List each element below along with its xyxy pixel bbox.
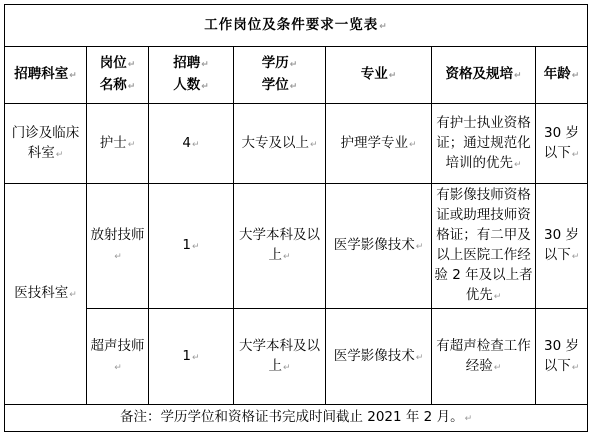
qual-text: 有护士执业资格证；通过规范化培训的优先 xyxy=(436,114,531,171)
cell-qual xyxy=(432,309,536,405)
header-count-line2: 人数 xyxy=(173,77,201,93)
cell-edu xyxy=(234,309,326,405)
table-title-text: 工作岗位及条件要求一览表 xyxy=(204,16,379,33)
dept-text: 医技科室 xyxy=(14,285,69,301)
note-row xyxy=(5,405,588,432)
paragraph-mark: ↵ xyxy=(192,242,200,252)
header-edu xyxy=(234,47,326,104)
header-post-line1: 岗位 xyxy=(99,55,127,71)
paragraph-mark: ↵ xyxy=(513,159,522,170)
edu-text: 大学本科及以上 xyxy=(239,227,320,263)
cell-major xyxy=(326,104,432,184)
header-count-line1: 招聘 xyxy=(173,55,201,71)
paragraph-mark: ↵ xyxy=(114,252,122,262)
paragraph-mark: ↵ xyxy=(571,362,580,373)
cell-qual xyxy=(432,184,536,309)
age-text: 30 岁以下 xyxy=(543,337,580,374)
header-count xyxy=(149,47,234,104)
requirements-table xyxy=(4,4,588,432)
cell-count xyxy=(149,184,234,309)
paragraph-mark: ↵ xyxy=(127,60,136,70)
table-row xyxy=(5,104,588,184)
cell-count xyxy=(149,104,234,184)
header-age xyxy=(536,47,588,104)
paragraph-mark: ↵ xyxy=(309,139,318,150)
title-row xyxy=(5,5,588,47)
header-qual xyxy=(432,47,536,104)
edu-text: 大专及以上 xyxy=(241,134,309,151)
header-dept xyxy=(5,47,87,104)
paragraph-mark: ↵ xyxy=(415,352,424,363)
count-text: 1 xyxy=(182,347,192,364)
cell-age xyxy=(536,309,588,405)
cell-age xyxy=(536,184,588,309)
paragraph-mark: ↵ xyxy=(408,139,417,150)
paragraph-mark: ↵ xyxy=(289,82,298,92)
qual-text: 有超声检查工作经验 xyxy=(436,337,531,374)
header-age-text: 年龄 xyxy=(543,66,571,82)
paragraph-mark: ↵ xyxy=(201,82,209,92)
post-text: 护士 xyxy=(99,134,127,151)
table-title xyxy=(5,5,588,47)
paragraph-mark: ↵ xyxy=(192,139,200,150)
cell-dept xyxy=(5,104,87,184)
paragraph-mark: ↵ xyxy=(192,352,200,363)
paragraph-mark: ↵ xyxy=(415,242,424,252)
cell-edu xyxy=(234,104,326,184)
age-text: 30 岁以下 xyxy=(543,124,580,161)
cell-post xyxy=(87,184,149,309)
header-qual-text: 资格及规培 xyxy=(445,66,513,82)
paragraph-mark: ↵ xyxy=(571,71,580,81)
cell-count xyxy=(149,309,234,405)
header-major xyxy=(326,47,432,104)
count-text: 4 xyxy=(182,134,192,151)
major-text: 医学影像技术 xyxy=(333,347,415,364)
cell-major xyxy=(326,309,432,405)
cell-qual xyxy=(432,104,536,184)
paragraph-mark: ↵ xyxy=(289,60,298,70)
cell-major xyxy=(326,184,432,309)
paragraph-mark: ↵ xyxy=(282,252,291,262)
paragraph-mark: ↵ xyxy=(464,414,473,424)
paragraph-mark: ↵ xyxy=(69,71,77,81)
paragraph-mark: ↵ xyxy=(493,292,502,302)
dept-text: 门诊及临床科室 xyxy=(11,124,80,161)
paragraph-mark: ↵ xyxy=(379,21,388,32)
paragraph-mark: ↵ xyxy=(55,149,64,160)
major-text: 医学影像技术 xyxy=(333,237,415,253)
paragraph-mark: ↵ xyxy=(201,60,209,70)
header-major-text: 专业 xyxy=(360,66,388,82)
paragraph-mark: ↵ xyxy=(513,71,522,81)
major-text: 护理学专业 xyxy=(340,134,408,151)
header-edu-line2: 学位 xyxy=(261,77,289,93)
paragraph-mark: ↵ xyxy=(127,139,136,150)
header-post-line2: 名称 xyxy=(99,77,127,93)
note-text: 备注：学历学位和资格证书完成时间截止 2021 年 2 月。 xyxy=(119,409,464,425)
post-text: 超声技师 xyxy=(90,337,145,354)
edu-text: 大学本科及以上 xyxy=(239,337,320,374)
paragraph-mark: ↵ xyxy=(388,71,397,81)
post-text: 放射技师 xyxy=(90,227,145,243)
cell-dept xyxy=(5,184,87,405)
paragraph-mark: ↵ xyxy=(127,82,136,92)
cell-edu xyxy=(234,184,326,309)
paragraph-mark: ↵ xyxy=(571,252,580,262)
cell-post xyxy=(87,104,149,184)
header-edu-line1: 学历 xyxy=(261,55,289,71)
note-cell xyxy=(5,405,588,432)
header-post xyxy=(87,47,149,104)
paragraph-mark: ↵ xyxy=(114,362,122,373)
paragraph-mark: ↵ xyxy=(69,290,77,300)
age-text: 30 岁以下 xyxy=(543,227,580,263)
paragraph-mark: ↵ xyxy=(282,362,291,373)
header-dept-text: 招聘科室 xyxy=(14,66,69,82)
header-row xyxy=(5,47,588,104)
cell-age xyxy=(536,104,588,184)
paragraph-mark: ↵ xyxy=(571,149,580,160)
cell-post xyxy=(87,309,149,405)
table-row xyxy=(5,309,588,405)
count-text: 1 xyxy=(182,237,192,253)
paragraph-mark: ↵ xyxy=(493,362,502,373)
table-row xyxy=(5,184,588,309)
qual-text: 有影像技师资格证或助理技师资格证；有二甲及以上医院工作经验 2 年及以上者优先 xyxy=(434,187,533,303)
